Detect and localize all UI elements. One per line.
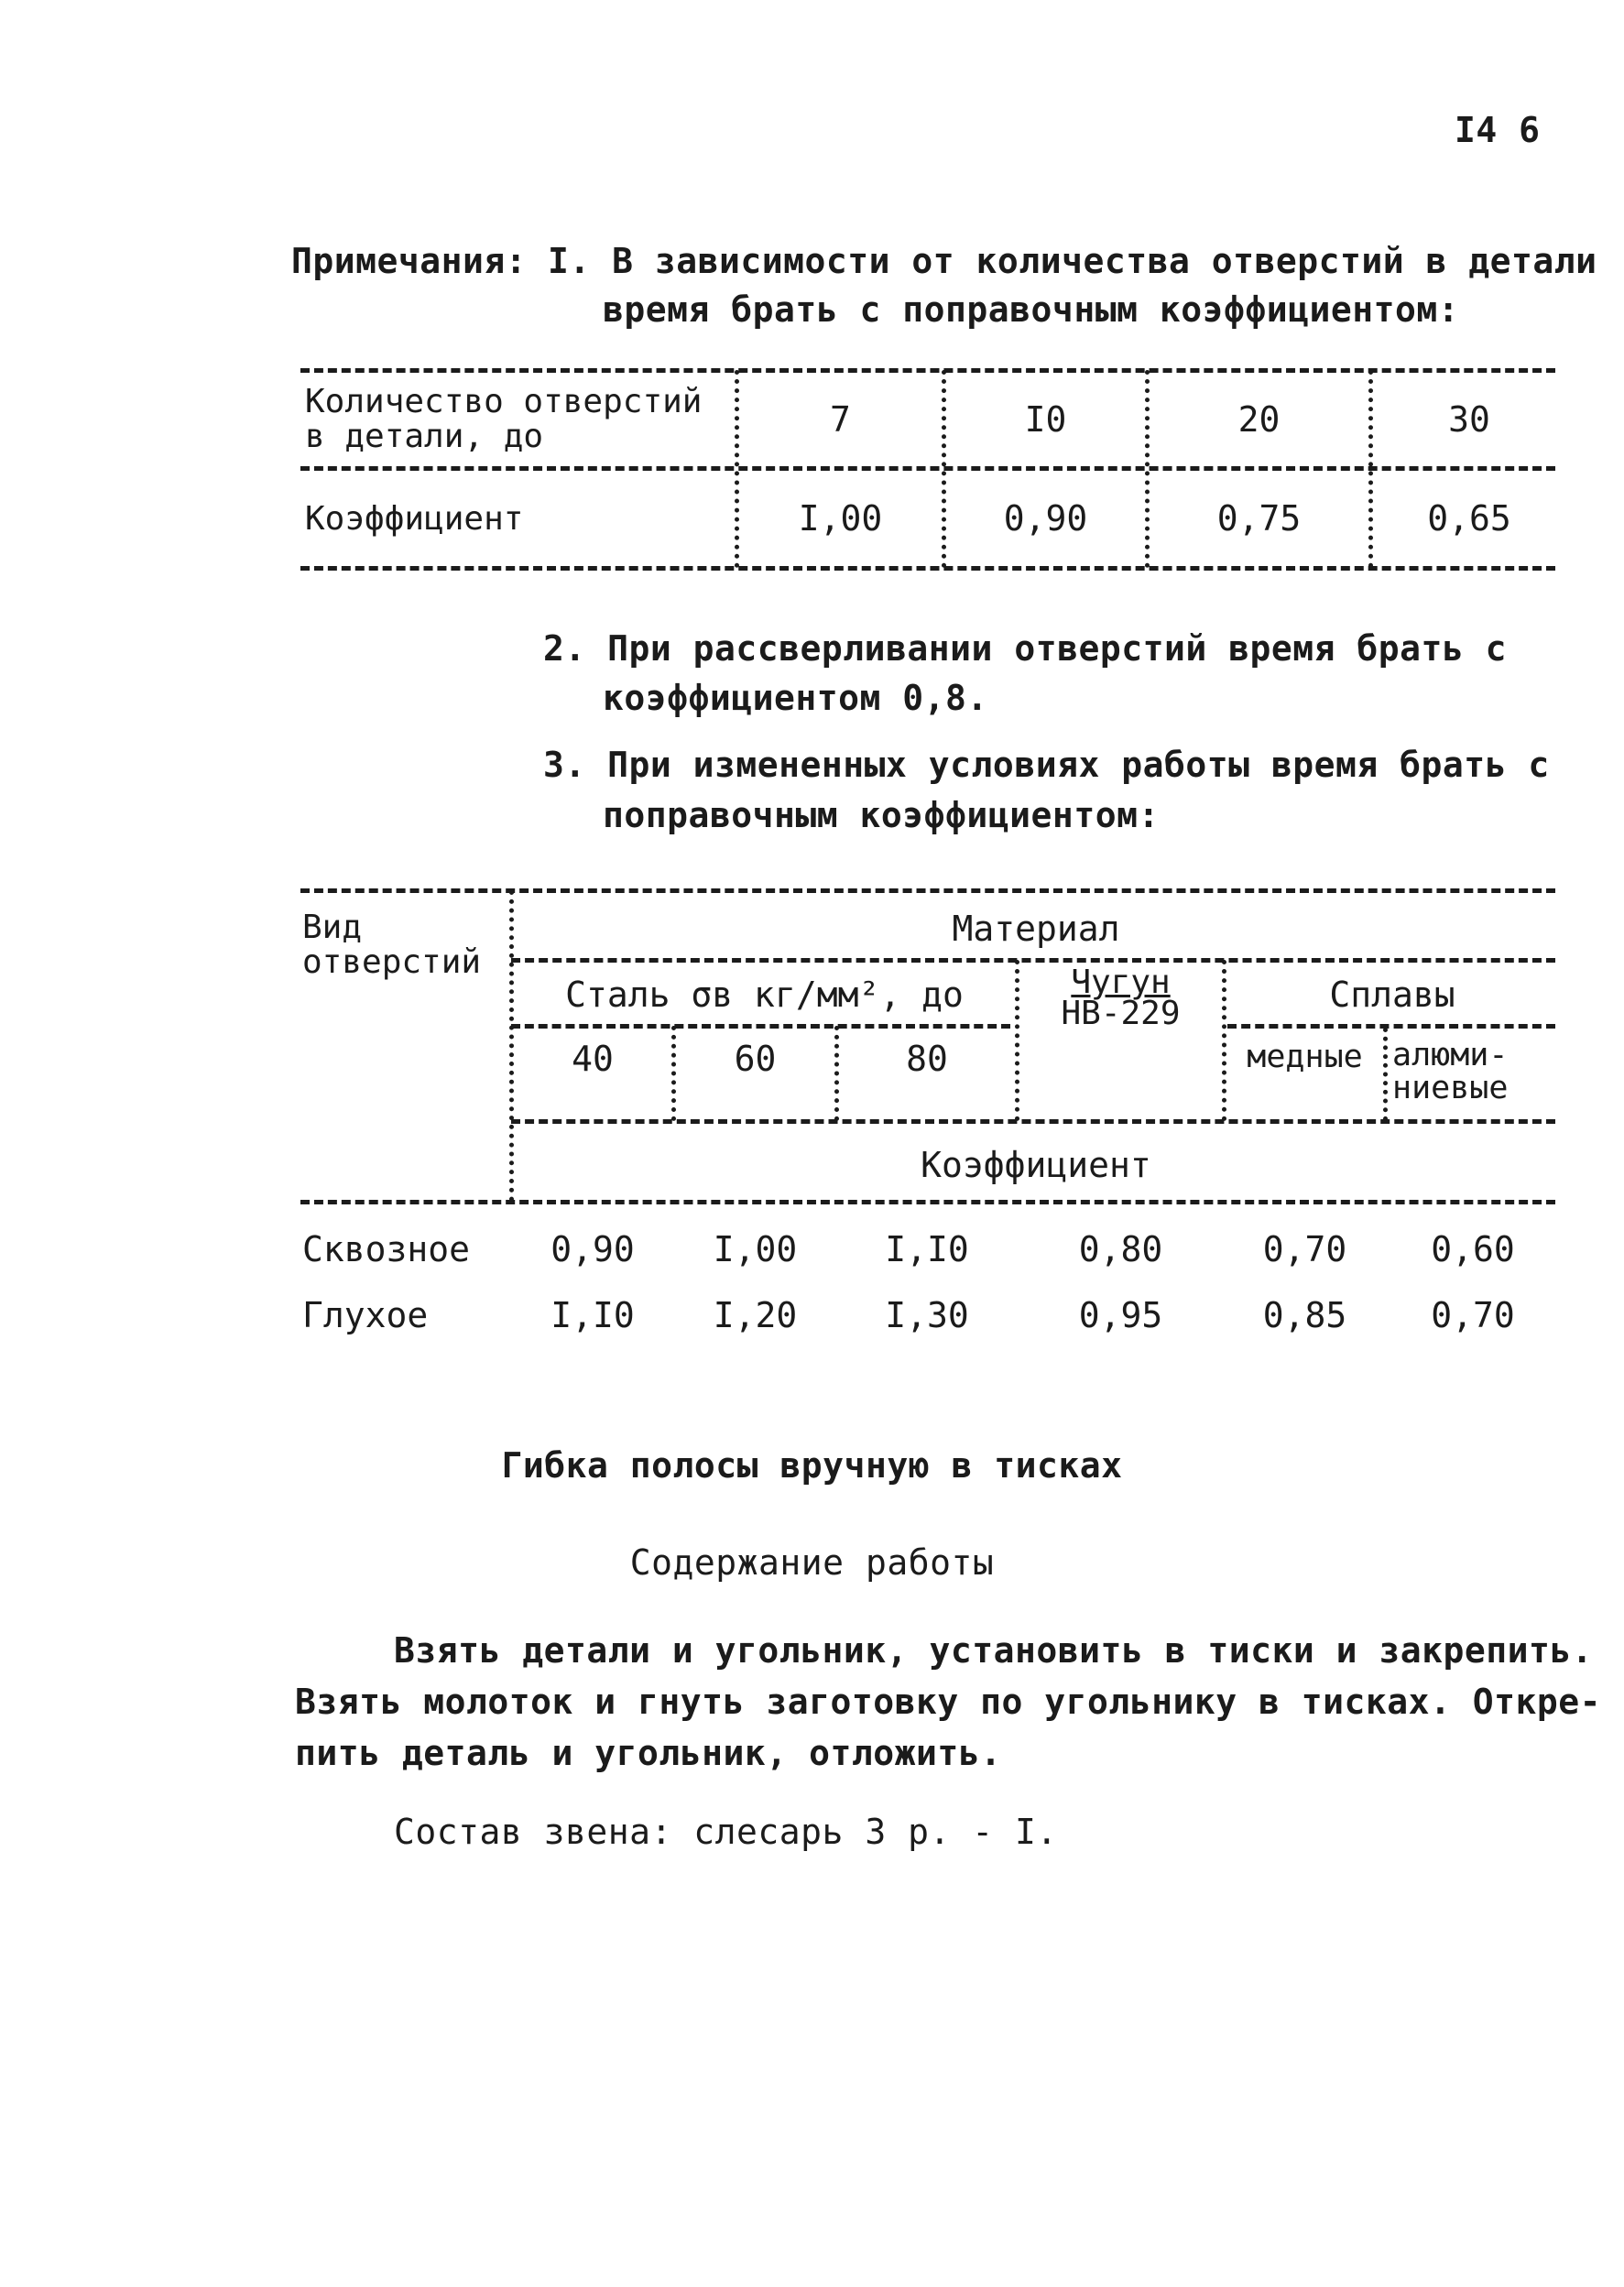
cast-iron-header: Чугун НВ-229 [1061, 964, 1181, 1032]
table2-rule [511, 1119, 1555, 1124]
steel-grade-cell: 80 [906, 1039, 948, 1079]
table-row-value: 0,60 [1431, 1229, 1515, 1269]
steel-header: Сталь σв кг/мм², до [565, 975, 964, 1015]
table-row-value: I,30 [885, 1295, 969, 1335]
table-row-value: I,20 [713, 1295, 798, 1335]
table2-col-head: Вид отверстий [302, 909, 482, 981]
section-title: Гибка полосы вручную в тисках [501, 1445, 1123, 1486]
table1-value-cell: I,00 [798, 498, 883, 539]
note1-line2: время брать с поправочным коэффициентом: [603, 289, 1460, 330]
table-row-value: I,I0 [550, 1295, 635, 1335]
note1-line1: I. В зависимости от количества отверстий в детали [548, 241, 1597, 281]
table2-bottom-rule [300, 1200, 1555, 1204]
table1-header-cell: 7 [830, 399, 851, 440]
table-row-label: Глухое [302, 1295, 429, 1335]
table2-rule [511, 958, 1555, 963]
table1-value-cell: 0,65 [1427, 498, 1511, 539]
table-row-value: 0,70 [1262, 1229, 1347, 1269]
notes-label: Примечания: [291, 241, 528, 281]
table2-rule [1227, 1024, 1555, 1029]
table1-top-rule [300, 368, 1555, 373]
steel-grade-cell: 40 [572, 1039, 614, 1079]
table1-header-cell: 30 [1448, 399, 1490, 440]
table1-header-cell: 20 [1237, 399, 1281, 440]
table-row-label: Сквозное [302, 1229, 471, 1269]
table-row-value: 0,90 [550, 1229, 635, 1269]
note2-line2: коэффициентом 0,8. [603, 678, 988, 718]
table1-bottom-rule [300, 566, 1555, 571]
subsection-title: Содержание работы [629, 1542, 995, 1583]
table-row-value: 0,70 [1431, 1295, 1515, 1335]
note3-line1: 3. При измененных условиях работы время брать с [543, 745, 1550, 785]
table-row-value: 0,85 [1262, 1295, 1347, 1335]
material-header: Материал [952, 909, 1120, 949]
table-row-value: 0,95 [1078, 1295, 1163, 1335]
table-row-value: 0,80 [1078, 1229, 1163, 1269]
note3-line2: поправочным коэффициентом: [603, 795, 1160, 835]
table-row-value: I,I0 [885, 1229, 969, 1269]
steel-grade-cell: 60 [734, 1039, 777, 1079]
table1-row-label: Коэффициент [305, 500, 524, 538]
note2-line1: 2. При рассверливании отверстий время брать с [543, 628, 1508, 669]
table1-header-cell: I0 [1024, 399, 1067, 440]
body-line: пить деталь и угольник, отложить. [295, 1733, 1002, 1773]
body-line: Взять молоток и гнуть заготовку по угольнику в тисках. Откре- [295, 1682, 1602, 1722]
table2-top-rule [300, 888, 1555, 893]
crew-composition: Состав звена: слесарь 3 р. - I. [394, 1812, 1058, 1852]
body-line: Взять детали и угольник, установить в тиски и закрепить. [394, 1630, 1594, 1671]
copper-header: медные [1247, 1039, 1363, 1075]
alloys-header: Сплавы [1329, 975, 1455, 1015]
table2-divider [1383, 1028, 1388, 1121]
table-row-value: I,00 [713, 1229, 798, 1269]
aluminium-header: алюми- ниевые [1392, 1037, 1509, 1106]
table2-rule [511, 1024, 1010, 1029]
table1-mid-rule [300, 466, 1555, 471]
table1-value-cell: 0,75 [1216, 498, 1302, 539]
coefficient-header: Коэффициент [921, 1145, 1151, 1185]
table1-value-cell: 0,90 [1003, 498, 1088, 539]
page-number: I4 6 [1455, 110, 1541, 150]
table1-header-label: Количество отверстий в детали, до [305, 383, 703, 455]
